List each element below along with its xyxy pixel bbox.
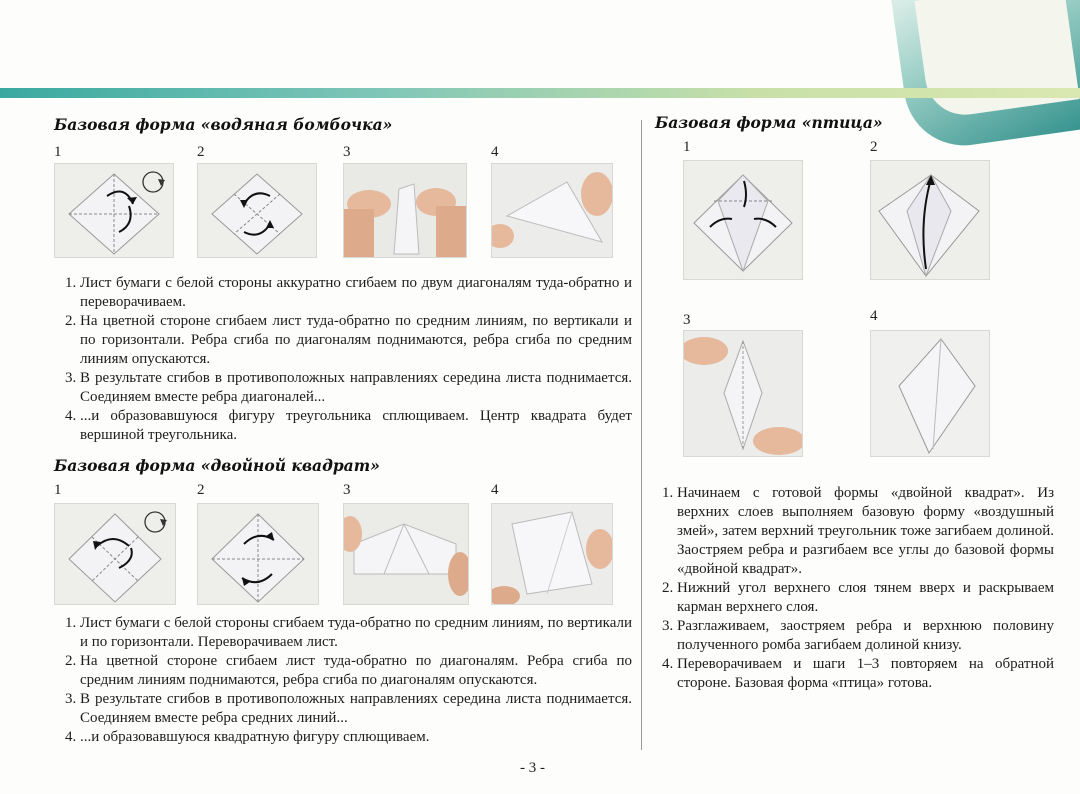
steps-list-water-bomb — [54, 274, 632, 445]
list-item: 2. На цветной стороне сгибаем лист туда-обратно по средним линиям, по вертикали и по горизонтали. Ребра сгиба по диагоналям поднимаются, ребра сгиба по средним линиям опускаются. — [80, 312, 632, 369]
hands-folding-photo — [683, 330, 803, 457]
step-number: 4 — [870, 308, 878, 324]
step-number: 4 — [491, 482, 499, 498]
list-item: 3. В результате сгибов в противоположных направлениях середина листа поднимается. Соединяем вместе ребра диагоналей... — [80, 369, 632, 407]
step-number: 3 — [343, 482, 351, 498]
step-number: 1 — [54, 482, 62, 498]
corner-decoration-inner — [914, 0, 1079, 120]
step-number: 3 — [683, 312, 691, 328]
step-number: 2 — [197, 144, 205, 160]
list-item: 4. Переворачиваем и шаги 1–3 повторяем на обратной стороне. Базовая форма «птица» готова. — [677, 655, 1054, 693]
header-gradient-band — [0, 88, 1080, 98]
steps-list-bird — [651, 484, 1054, 693]
list-item: 1. Лист бумаги с белой стороны аккуратно сгибаем по двум диагоналям туда-обратно и переворачиваем. — [80, 274, 632, 312]
step-number: 2 — [870, 139, 878, 155]
step-number: 1 — [683, 139, 691, 155]
hands-folding-photo — [343, 163, 467, 258]
list-item: 3. В результате сгибов в противоположных направлениях середина листа поднимается. Соединяем вместе ребра средних линий... — [80, 690, 632, 728]
step-number: 3 — [343, 144, 351, 160]
step-number: 4 — [491, 144, 499, 160]
hands-folding-photo — [491, 163, 613, 258]
hands-folding-photo — [491, 503, 613, 605]
step-number: 2 — [197, 482, 205, 498]
folded-paper-diagram-icon — [197, 163, 317, 258]
folded-paper-diagram-icon — [54, 503, 176, 605]
folded-paper-diagram-icon — [683, 160, 803, 280]
list-item: 1. Лист бумаги с белой стороны сгибаем туда-обратно по средним линиям, по вертикали и по горизонтали. Переворачиваем лист. — [80, 614, 632, 652]
section-title-double-square: Базовая форма «двойной квадрат» — [54, 456, 380, 475]
step-number: 1 — [54, 144, 62, 160]
list-item: 3. Разглаживаем, заостряем ребра и верхнюю половину полученного ромба загибаем долиной книзу. — [677, 617, 1054, 655]
list-item: 4. ...и образовавшуюся квадратную фигуру сплющиваем. — [80, 728, 632, 747]
list-item: 2. Нижний угол верхнего слоя тянем вверх и раскрываем карман верхнего слоя. — [677, 579, 1054, 617]
section-title-water-bomb: Базовая форма «водяная бомбочка» — [54, 115, 393, 134]
folded-paper-diagram-icon — [870, 330, 990, 457]
folded-paper-diagram-icon — [197, 503, 319, 605]
steps-list-double-square — [54, 614, 632, 747]
list-item: 1. Начинаем с готовой формы «двойной квадрат». Из верхних слоев выполняем базовую форму «воздушный змей», затем верхний треугольник тоже загибаем долиной. Заостряем ребра и разгибаем все углы до базовой формы «двойной квадрат». — [677, 484, 1054, 579]
page-number: - 3 - — [520, 760, 545, 776]
hands-folding-photo — [343, 503, 469, 605]
folded-paper-diagram-icon — [54, 163, 174, 258]
column-divider — [641, 120, 642, 750]
list-item: 2. На цветной стороне сгибаем лист туда-обратно по диагоналям. Ребра сгиба по средним линиям поднимаются, ребра сгиба по диагоналям опускаются. — [80, 652, 632, 690]
list-item: 4. ...и образовавшуюся фигуру треугольника сплющиваем. Центр квадрата будет вершиной треугольника. — [80, 407, 632, 445]
section-title-bird: Базовая форма «птица» — [655, 113, 883, 132]
folded-paper-diagram-icon — [870, 160, 990, 280]
